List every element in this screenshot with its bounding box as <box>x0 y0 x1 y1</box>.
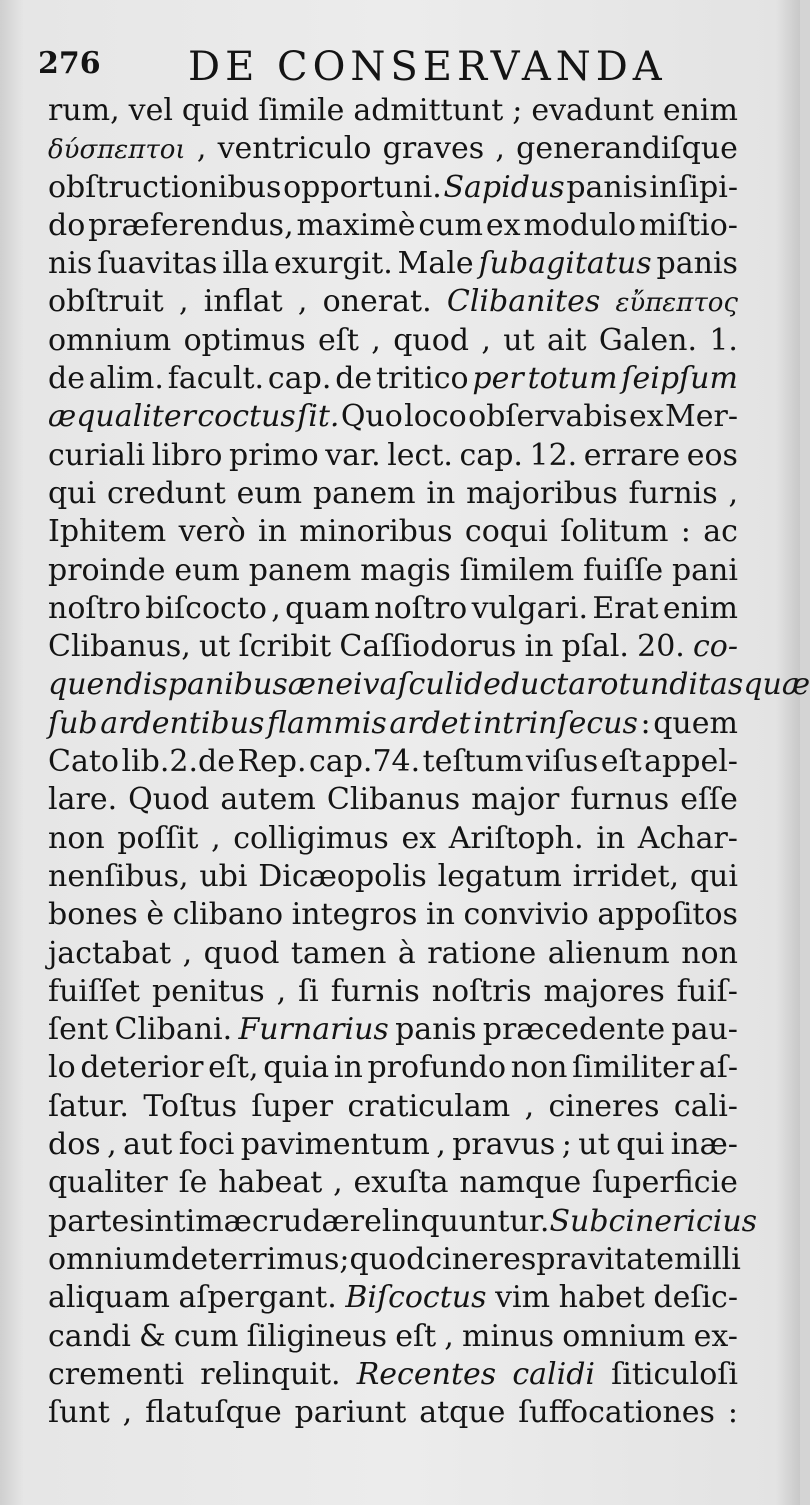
word: pavimentum <box>240 1127 430 1163</box>
word: quam <box>285 590 370 626</box>
word: præcedente <box>482 1012 666 1048</box>
word: omnium <box>562 1318 686 1354</box>
word: ubi <box>199 858 248 894</box>
word: pſal. <box>561 629 629 665</box>
word: appel- <box>644 744 738 780</box>
word: deterrimus; <box>171 1241 350 1277</box>
word: ; <box>512 93 523 128</box>
word: onerat. <box>322 284 432 320</box>
word: ſiticuloſi <box>611 1356 738 1392</box>
word: colligimus <box>233 820 389 856</box>
word: tritico <box>376 361 469 397</box>
word: ſatur. <box>48 1088 129 1124</box>
word: , <box>371 322 381 358</box>
word: Clibanus, <box>48 629 191 665</box>
word: quod <box>203 935 280 971</box>
word: Furnarius <box>238 1012 389 1048</box>
word: integros <box>291 897 418 933</box>
word: eſſe <box>680 782 738 818</box>
text-line <box>48 1011 738 1049</box>
word: pariunt <box>294 1395 407 1431</box>
word: Subcinericius <box>549 1203 758 1239</box>
word: libro <box>151 437 223 473</box>
word: miſtio- <box>638 207 738 243</box>
word: Erat <box>592 590 659 626</box>
word: facult. <box>167 361 265 397</box>
word: opportuni. <box>283 169 442 205</box>
word: candi <box>48 1318 131 1354</box>
word: , <box>196 131 207 167</box>
word: autem <box>220 782 316 818</box>
word: eſt <box>395 1318 437 1354</box>
word: alim. <box>88 361 164 397</box>
word: ſit. <box>297 399 340 435</box>
word: : <box>727 1395 738 1431</box>
text-line <box>48 169 738 207</box>
word: cum <box>418 207 483 243</box>
text-line <box>48 360 738 398</box>
word: vel <box>128 93 173 128</box>
word: quid <box>181 93 250 128</box>
word: cineres <box>425 1241 537 1277</box>
word: Cato <box>48 744 119 780</box>
word: , <box>495 131 505 167</box>
text-line <box>48 1203 758 1241</box>
word: minoribus <box>299 514 453 550</box>
word: lect. <box>387 437 453 473</box>
word: deterior <box>80 1050 204 1086</box>
word: cap.74. <box>309 744 421 780</box>
word: ex <box>485 207 521 243</box>
word: Caſſiodorus <box>339 629 517 665</box>
word: quia <box>263 1050 330 1086</box>
word: calidi <box>512 1356 595 1392</box>
word: de <box>48 361 85 397</box>
word: foci <box>178 1127 235 1163</box>
word: inflat <box>203 284 283 320</box>
word: modulo <box>523 207 637 243</box>
word: Mer- <box>665 399 738 435</box>
word: Clibanites <box>446 284 601 320</box>
word: majores <box>543 973 665 1009</box>
word: , <box>524 1088 535 1124</box>
word: ſcribit <box>238 629 332 665</box>
word: graves <box>382 131 485 167</box>
word: 20. <box>637 629 685 665</box>
word: rum, <box>48 93 120 128</box>
word: non <box>510 1050 568 1086</box>
word: cineres <box>548 1088 660 1124</box>
word: enim <box>662 590 738 626</box>
word: inæ- <box>670 1127 738 1163</box>
word: pau- <box>671 1012 738 1048</box>
word: noſtris <box>431 973 532 1009</box>
word: furnis <box>330 973 420 1009</box>
text-line <box>48 1164 738 1202</box>
word: non <box>681 935 738 971</box>
word: , <box>444 1318 454 1354</box>
word: obſervabis <box>468 399 628 435</box>
word: lib.2.de <box>121 744 235 780</box>
word: ſe <box>178 1165 208 1201</box>
word: deducta <box>463 667 587 703</box>
word: irridet, <box>572 858 680 894</box>
word: 12. <box>529 437 578 473</box>
word: ſuavitas <box>97 246 218 282</box>
word: in <box>524 629 554 665</box>
word: legatum <box>437 858 562 894</box>
text-line <box>48 590 738 628</box>
word: Male <box>397 246 474 282</box>
word: Ariſtoph. <box>448 820 584 856</box>
word: ſuper <box>251 1088 334 1124</box>
word: , <box>297 284 308 320</box>
text-line <box>48 781 738 819</box>
word: profundo <box>367 1050 507 1086</box>
word: quod <box>349 1241 426 1277</box>
word: aut <box>123 1127 173 1163</box>
word: fuiſ- <box>676 973 738 1009</box>
text-line <box>48 245 738 283</box>
word: illa <box>222 246 270 282</box>
word: eum <box>174 552 240 588</box>
word: ſent <box>48 1012 109 1048</box>
word: de <box>335 361 373 397</box>
word: , <box>333 1165 343 1201</box>
word: magis <box>360 552 451 588</box>
word: lare. <box>48 782 118 818</box>
word: pravitatem <box>536 1241 703 1277</box>
word: maximè <box>296 207 416 243</box>
word: vaſculi <box>362 667 464 703</box>
word: clibano <box>172 897 284 933</box>
body-text <box>48 92 810 1432</box>
word: evadunt <box>531 93 654 128</box>
word: exuſta <box>353 1165 449 1201</box>
word: tamen <box>290 935 387 971</box>
word: panem <box>312 475 416 511</box>
page-header <box>38 38 760 90</box>
word: ait <box>547 322 587 358</box>
text-line <box>48 1279 738 1317</box>
word: partes <box>48 1203 145 1239</box>
word: ſuperficie <box>592 1165 738 1201</box>
word: convivio <box>463 897 589 933</box>
word: fuiſſe <box>583 552 664 588</box>
word: nis <box>48 246 93 282</box>
word: à <box>397 935 416 971</box>
word: inſipi- <box>649 169 738 205</box>
word: generandiſque <box>516 131 738 167</box>
word: flammis <box>266 705 387 741</box>
word: omnium <box>48 1241 172 1277</box>
word: craticulam <box>347 1088 511 1124</box>
word: , <box>211 820 221 856</box>
word: teſtum <box>422 744 524 780</box>
word: eſt, <box>208 1050 259 1086</box>
word: Achar- <box>637 820 738 856</box>
word: bones <box>48 897 138 933</box>
word: coctus <box>197 399 296 435</box>
word: , <box>276 973 287 1009</box>
word: penitus <box>151 973 265 1009</box>
word: , <box>107 1127 117 1163</box>
text-line <box>48 437 738 475</box>
word: errare <box>583 437 681 473</box>
word: ; <box>561 1127 572 1163</box>
word: flatuſque <box>145 1395 282 1431</box>
word: Recentes <box>356 1356 497 1392</box>
word: 1. <box>709 322 738 358</box>
word: ratione <box>427 935 537 971</box>
word: Galen. <box>598 322 697 358</box>
word: qualiter <box>48 1165 168 1201</box>
word: ventriculo <box>217 131 372 167</box>
word: relinquit. <box>200 1356 341 1392</box>
text-line <box>48 858 738 896</box>
word: loco <box>404 399 467 435</box>
text-line <box>48 1356 738 1394</box>
word: qui <box>616 1127 665 1163</box>
word: jactabat <box>48 935 172 971</box>
word: noſtro <box>374 590 468 626</box>
word: obſtruit <box>48 284 164 320</box>
word: δύσπεπτοι <box>48 135 186 166</box>
word: crudæ <box>251 1203 350 1239</box>
word: ſimiliter <box>572 1050 695 1086</box>
word: alienum <box>547 935 670 971</box>
word: namque <box>459 1165 582 1201</box>
word: aſpergant. <box>178 1280 337 1316</box>
word: quem <box>653 705 738 741</box>
word: in <box>333 1050 363 1086</box>
word: major <box>471 782 560 818</box>
text-line <box>48 398 738 436</box>
word: do <box>48 207 86 243</box>
word: intimæ <box>144 1203 252 1239</box>
word: ardentibus <box>100 705 265 741</box>
word: in <box>258 514 287 550</box>
word: quendis <box>48 667 168 703</box>
word: in <box>596 820 626 856</box>
word: verò <box>178 514 246 550</box>
word: ſi <box>298 973 319 1009</box>
word: , <box>178 284 189 320</box>
word: illi <box>702 1241 741 1277</box>
word: vulgari. <box>471 590 588 626</box>
text-line <box>48 743 738 781</box>
word: , <box>436 1127 446 1163</box>
word: cap. <box>267 361 332 397</box>
word: habet <box>558 1280 645 1316</box>
word: ſubagitatus <box>478 246 652 282</box>
word: curiali <box>48 437 146 473</box>
word: ut <box>198 629 231 665</box>
word: majoribus <box>466 475 618 511</box>
word: coqui <box>464 514 548 550</box>
word: non <box>48 820 105 856</box>
word: Dicæopolis <box>258 858 427 894</box>
word: biſcocto <box>145 590 267 626</box>
word: totum <box>527 361 618 397</box>
word: : <box>680 514 691 550</box>
word: ſimilem <box>459 552 575 588</box>
word: per <box>472 361 524 397</box>
word: enim <box>662 93 738 128</box>
text-line <box>48 705 738 743</box>
word: , <box>728 475 738 511</box>
word: qui <box>48 475 97 511</box>
word: ænei <box>287 667 363 703</box>
word: var. <box>325 437 381 473</box>
word: ex <box>628 399 664 435</box>
word: aſ- <box>698 1050 738 1086</box>
word: qui <box>689 858 738 894</box>
word: intrinſecus <box>473 705 638 741</box>
text-line <box>48 552 738 590</box>
word: ſimile <box>258 93 345 128</box>
text-line <box>48 973 738 1011</box>
word: primo <box>229 437 319 473</box>
word: ſiligineus <box>246 1318 388 1354</box>
word: Quo <box>340 399 403 435</box>
word: è <box>146 897 165 933</box>
text-line <box>48 513 738 551</box>
word: præferendus, <box>88 207 294 243</box>
word: panis <box>566 169 648 205</box>
word: ut <box>503 322 535 358</box>
word: εὔπεπτος <box>615 288 738 319</box>
word: quod <box>393 322 469 358</box>
word: aliquam <box>48 1280 170 1316</box>
text-line <box>48 896 738 934</box>
word: panis <box>656 246 738 282</box>
word: ut <box>578 1127 610 1163</box>
text-line <box>48 1394 738 1432</box>
word: in <box>425 897 455 933</box>
word: panis <box>395 1012 477 1048</box>
word: panem <box>248 552 352 588</box>
word: & <box>138 1318 166 1354</box>
text-line <box>48 130 738 168</box>
word: Clibani. <box>114 1012 233 1048</box>
word: dos <box>48 1127 101 1163</box>
word: eſt <box>318 322 359 358</box>
page-number: 276 <box>38 46 101 81</box>
word: pravus <box>452 1127 556 1163</box>
word: viſus <box>525 744 599 780</box>
text-line <box>48 1088 738 1126</box>
word: cum <box>173 1318 239 1354</box>
word: in <box>426 475 456 511</box>
word: Biſcoctus <box>345 1280 487 1316</box>
text-line <box>48 1049 738 1087</box>
word: habeat <box>218 1165 323 1201</box>
word: : <box>640 705 651 741</box>
word: Clibanus <box>326 782 461 818</box>
word: crementi <box>48 1356 185 1392</box>
word: ex <box>401 820 437 856</box>
word: ſunt <box>48 1395 110 1431</box>
word: æqualiter <box>48 399 196 435</box>
word: atque <box>419 1395 506 1431</box>
word: exurgit. <box>274 246 393 282</box>
word: Toſtus <box>143 1088 237 1124</box>
word: omnium <box>48 322 172 358</box>
word: cap. <box>459 437 523 473</box>
word: , <box>122 1395 133 1431</box>
word: admittunt <box>353 93 504 128</box>
word: optimus <box>183 322 306 358</box>
word: deſic- <box>653 1280 738 1316</box>
text-line <box>48 1126 738 1164</box>
word: appoſitos <box>597 897 738 933</box>
word: ſub <box>48 705 98 741</box>
text-line <box>48 283 738 321</box>
word: furnus <box>570 782 670 818</box>
word: vim <box>495 1280 551 1316</box>
text-line <box>48 322 738 360</box>
word: poſſit <box>117 820 199 856</box>
text-line <box>48 666 810 704</box>
word: eſt <box>600 744 642 780</box>
word: fuiſſet <box>48 973 141 1009</box>
word: eos <box>686 437 738 473</box>
word: panibus <box>167 667 288 703</box>
text-line <box>48 820 738 858</box>
word: ardet <box>389 705 471 741</box>
word: , <box>271 590 281 626</box>
word: quæ <box>743 667 810 703</box>
text-line <box>48 935 738 973</box>
word: obſtructionibus <box>48 169 282 205</box>
word: relinquuntur. <box>349 1203 550 1239</box>
word: lo <box>48 1050 76 1086</box>
word: ac <box>703 514 738 550</box>
word: Sapidus <box>443 169 565 205</box>
word: , <box>481 322 491 358</box>
word: ex- <box>693 1318 738 1354</box>
word: proinde <box>48 552 166 588</box>
text-line <box>48 628 738 666</box>
word: minus <box>462 1318 555 1354</box>
word: Rep. <box>237 744 307 780</box>
text-line <box>48 475 738 513</box>
running-head: DE CONSERVANDA <box>188 44 667 90</box>
word: Iphitem <box>48 514 167 550</box>
word: ſuffocationes <box>518 1395 715 1431</box>
word: nenſibus, <box>48 858 189 894</box>
word: co- <box>693 629 738 665</box>
word: , <box>182 935 193 971</box>
word: ſolitum <box>560 514 669 550</box>
text-line <box>48 92 738 130</box>
word: Quod <box>128 782 210 818</box>
word: eum <box>236 475 303 511</box>
word: pani <box>671 552 738 588</box>
word: credunt <box>106 475 226 511</box>
word: furnis <box>628 475 718 511</box>
text-line <box>48 207 738 245</box>
word: cali- <box>673 1088 738 1124</box>
word: ſeipſum <box>621 361 738 397</box>
text-line <box>48 1241 741 1279</box>
text-line <box>48 1318 738 1356</box>
word: noſtro <box>48 590 141 626</box>
word: rotunditas <box>586 667 744 703</box>
